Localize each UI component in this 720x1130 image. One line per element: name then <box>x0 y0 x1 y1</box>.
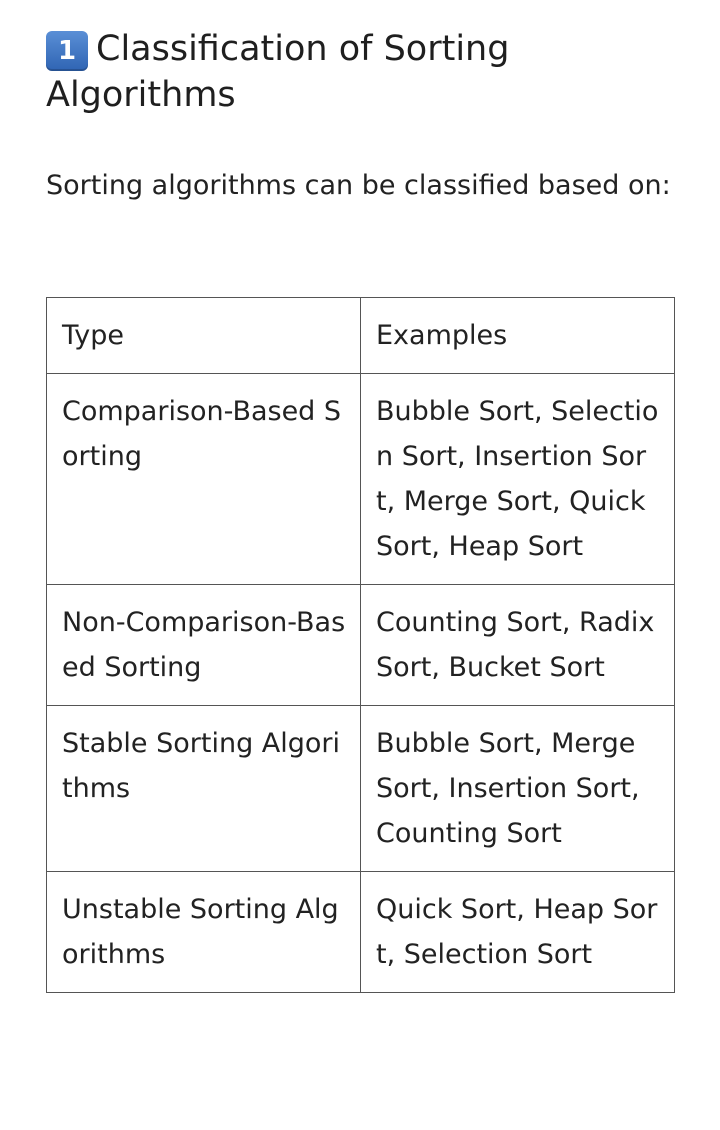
cell-examples: Bubble Sort, Merge Sort, Insertion Sort, Counting Sort <box>361 706 675 872</box>
cell-type: Stable Sorting Algorithms <box>47 706 361 872</box>
cell-examples: Quick Sort, Heap Sort, Selection Sort <box>361 872 675 993</box>
cell-type: Unstable Sorting Algorithms <box>47 872 361 993</box>
section-title: Classification of Sorting Algorithms <box>46 29 510 115</box>
document-content <box>46 26 676 970</box>
cell-type: Comparison-Based Sorting <box>47 374 361 585</box>
classification-table <box>46 297 675 993</box>
header-examples: Examples <box>361 298 675 374</box>
cell-examples: Counting Sort, Radix Sort, Bucket Sort <box>361 585 675 706</box>
table-row <box>47 374 675 585</box>
header-type: Type <box>47 298 361 374</box>
table-header-row <box>47 298 675 374</box>
table-row <box>47 706 675 872</box>
cell-type: Non-Comparison-Based Sorting <box>47 585 361 706</box>
cell-examples: Bubble Sort, Selection Sort, Insertion Sort, Merge Sort, Quick Sort, Heap Sort <box>361 374 675 585</box>
section-heading <box>46 26 676 118</box>
table-row <box>47 585 675 706</box>
keycap-number-icon: 1 <box>46 31 88 71</box>
table-row <box>47 872 675 993</box>
intro-paragraph: Sorting algorithms can be classified based on: <box>46 170 671 201</box>
